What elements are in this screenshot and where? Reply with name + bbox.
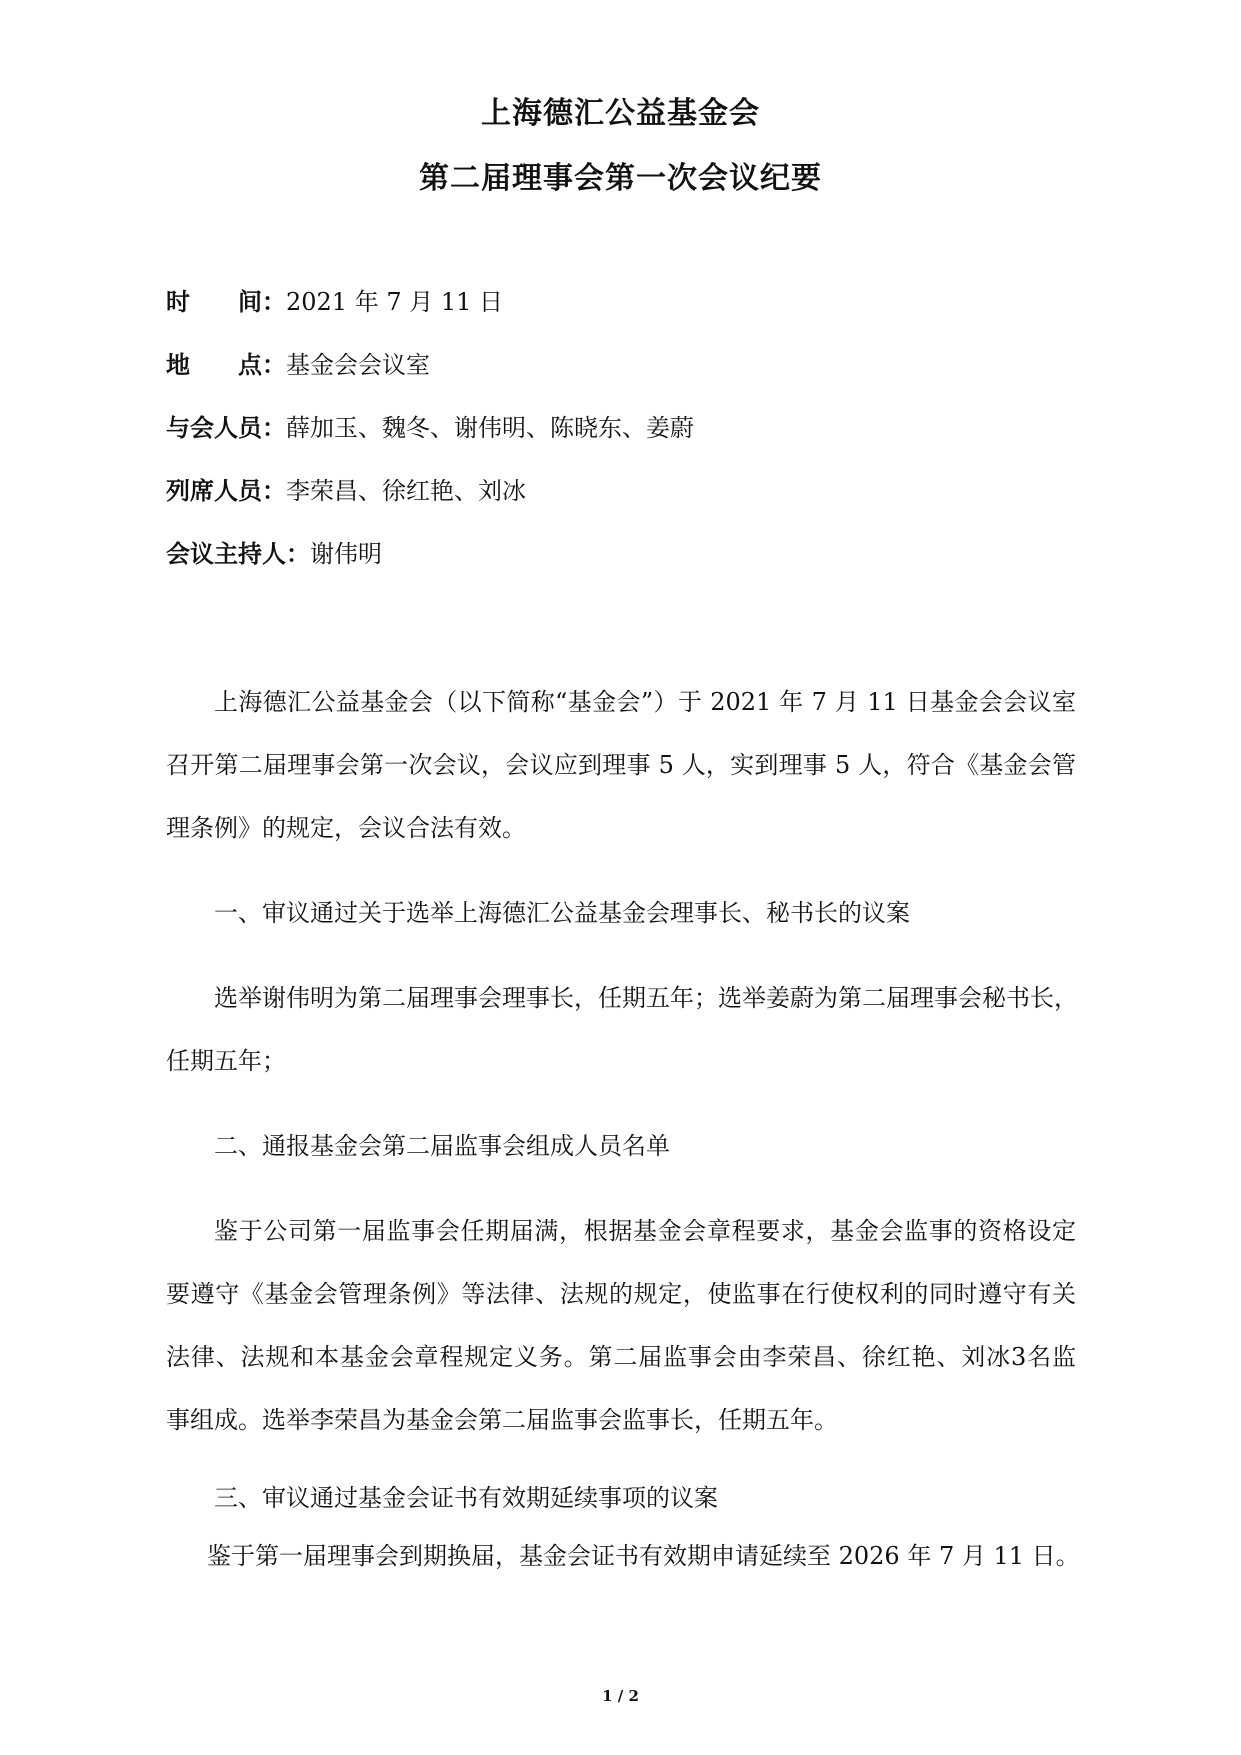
host-value: 谢伟明 — [310, 540, 382, 568]
meeting-time-label: 时 间： — [166, 287, 286, 316]
meeting-time-row — [166, 286, 503, 318]
host-label: 会议主持人： — [166, 539, 310, 568]
attendees-row — [166, 412, 694, 444]
section-2-text-line: 事组成。选举李荣昌为基金会第二届监事会监事长，任期五年。 — [166, 1406, 838, 1434]
section-2-text-line: 法律、法规和本基金会章程规定义务。第二届监事会由李荣昌、徐红艳、刘冰3名监 — [166, 1343, 1076, 1371]
observers-value: 李荣昌、徐红艳、刘冰 — [286, 477, 526, 505]
intro-paragraph-line: 召开第二届理事会第一次会议，会议应到理事 5 人，实到理事 5 人，符合《基金会管 — [166, 751, 1076, 779]
meeting-time-value: 2021 年 7 月 11 日 — [286, 288, 504, 316]
host-row — [166, 538, 382, 570]
section-2-heading: 二、通报基金会第二届监事会组成人员名单 — [214, 1132, 670, 1160]
section-2-text-line: 要遵守《基金会管理条例》等法律、法规的规定，使监事在行使权利的同时遵守有关 — [166, 1280, 1076, 1308]
document-title: 上海德汇公益基金会 — [481, 96, 760, 131]
section-3-text: 鉴于第一届理事会到期换届，基金会证书有效期申请延续至 2026 年 7 月 11 日。 — [207, 1542, 1080, 1570]
observers-row — [166, 475, 526, 507]
section-1-text-line: 任期五年； — [166, 1047, 286, 1075]
intro-paragraph-line: 理条例》的规定，会议合法有效。 — [166, 814, 526, 842]
meeting-place-label: 地 点： — [166, 350, 286, 379]
meeting-place-row — [166, 349, 430, 381]
section-1-text-line: 选举谢伟明为第二届理事会理事长，任期五年；选举姜蔚为第二届理事会秘书长， — [214, 984, 1078, 1012]
document-subtitle: 第二届理事会第一次会议纪要 — [419, 161, 822, 196]
attendees-value: 薛加玉、魏冬、谢伟明、陈晓东、姜蔚 — [286, 414, 694, 442]
page-number: 1 / 2 — [602, 1687, 639, 1705]
section-1-heading: 一、审议通过关于选举上海德汇公益基金会理事长、秘书长的议案 — [214, 899, 910, 927]
attendees-label: 与会人员： — [166, 413, 286, 442]
observers-label: 列席人员： — [166, 476, 286, 505]
intro-paragraph-line: 上海德汇公益基金会（以下简称“基金会”）于 2021 年 7 月 11 日基金会会议室 — [214, 688, 1076, 716]
section-3-heading: 三、审议通过基金会证书有效期延续事项的议案 — [214, 1484, 718, 1512]
section-2-text-line: 鉴于公司第一届监事会任期届满，根据基金会章程要求，基金会监事的资格设定 — [214, 1217, 1076, 1245]
meeting-place-value: 基金会会议室 — [286, 351, 430, 379]
